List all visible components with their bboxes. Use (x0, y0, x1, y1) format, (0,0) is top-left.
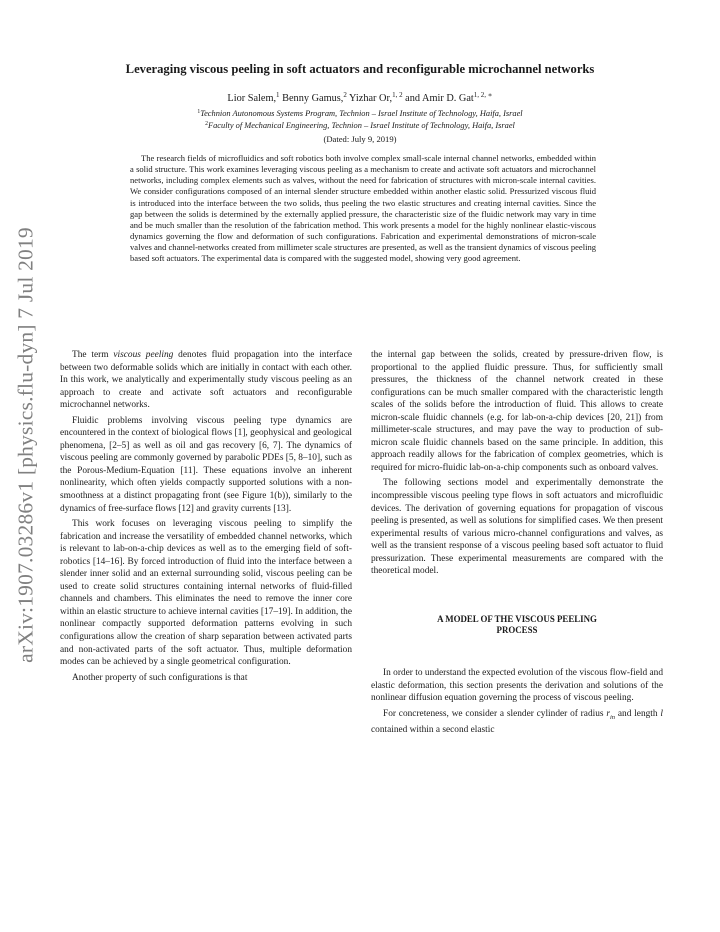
paragraph: The following sections model and experimentally demonstrate the incompressible viscous peeling type flows in soft actuators and microfluidic devices. The derivation of governing equations for propagation of viscous peeling is presented, as well as solutions for simplified cases. We then present experimental results of various micro-channel configurations and valves, as well as the transient response of a viscous peeling based soft actuator to fluid pressurization. These experimental measurements are compared with the theoretical model. (371, 478, 663, 577)
paragraph: Fluidic problems involving viscous peeling type dynamics are encountered in the context of biological flows [1], geophysical and geological phenomena, [2–5] as well as oil and gas recovery [6, 7]. The dynamics of viscous peeling are commonly governed by parabolic PDEs [5, 8–10], such as the Porous-Medium-Equation [11]. These equations involve an inherent nonlinearity, which often yields compactly supported solutions with a non-smoothness at a distinct propagating front (see Figure 1(b)), similarly to the dynamics of free-surface flows [12] and gravity currents [13]. (60, 415, 352, 514)
abstract: The research fields of microfluidics and soft robotics both involve complex small-scale internal channel networks, embedded within a solid structure. This work examines leveraging viscous peeling as a mechanism to create and activate soft actuators and microchannel networks, including complex elements such as valves, without the need for fabrication of structures with micron-scale internal cavities. We consider configurations composed of an internal slender structure embedded within another elastic solid. Pressurized viscous fluid is introduced into the interface between the two solids, thus peeling the two elastic structures and creating internal cavities. Since the gap between the solids is determined by the externally applied pressure, the characteristic size of the fluidic network may vary in time and be much smaller than the resolution of the fabrication method. This work presents a model for the highly nonlinear elastic-viscous dynamics governing the flow and deformation of such configurations. Fabrication and experimental demonstrations of micron-scale valves and channel-networks created from millimeter scale structures are presented, as well as the transient dynamics of viscous peeling based soft actuators. The experimental data is compared with the suggested model, showing very good agreement. (130, 153, 596, 264)
author-affil-mark: 2 (343, 91, 347, 100)
affiliation-mark: 1 (197, 108, 201, 115)
affiliation-text: Technion Autonomous Systems Program, Technion – Israel Institute of Technology, Haifa, Israel (200, 109, 523, 118)
affiliation-2 (60, 121, 660, 130)
text-run: For concreteness, we consider a slender cylinder of radius (383, 708, 607, 719)
author-name: Lior Salem, (227, 93, 277, 104)
author-affil-mark: 1, 2, ∗ (473, 91, 493, 100)
section-heading (371, 614, 663, 637)
text-run: The term (72, 350, 114, 360)
author-name: and Amir D. Gat (402, 93, 474, 104)
math-variable: r (606, 708, 610, 719)
paragraph: the internal gap between the solids, created by pressure-driven flow, is proportional to the applied fluidic pressure. Thus, for sufficiently small pressures, the thickness of the channel network created in these configurations can be much smaller compared with the characteristic length scales of the solids before the introduction of fluid. This allows to create micron-scale fluidic channels (e.g. for lab-on-a-chip devices [20, 21]) from millimeter-scale structures, and may pave the way to production of sub-micron scale fluidic channels based on the same principle. In addition, this approach readily allows for the fabrication of complex geometries, which is required for micro-fluidic lab-on-a-chip components such as onboard valves. (371, 350, 663, 473)
arxiv-stamp (6, 0, 46, 932)
paragraph (60, 349, 352, 412)
paragraph: Another property of such configurations is that (72, 672, 248, 683)
right-column (371, 349, 663, 740)
author-name: Yizhar Or, (346, 93, 393, 104)
paper-title: Leveraging viscous peeling in soft actuators and reconfigurable microchannel networks (125, 62, 595, 76)
left-column (60, 349, 352, 687)
math-subscript: in (609, 713, 616, 721)
text-run: denotes fluid propagation into the interface between two deformable solids which are initially in contact with each other. In this work, we analytically and experimentally study viscous peeling as an approach to create and activate soft actuators and reconfigurable microchannel networks. (60, 350, 352, 411)
section-heading-line: A MODEL OF THE VISCOUS PEELING (437, 613, 597, 624)
paragraph: This work focuses on leveraging viscous peeling to simplify the fabrication and increase the versatility of embedded channel networks, which is relevant to lab-on-a-chip devices as well as to the emerging field of soft-robotics [14–16]. By forced introduction of fluid into the interface between a slender inner solid and an external surrounding solid, viscous peeling can be used to create solid structures containing internal networks of fluid-filled channels and chambers. This eliminates the need to remove the inner core within an elastic structure to achieve internal cavities [17–19]. In addition, the nonlinear compactly supported deformation patterns evolving in such configurations allow the creation of sharp separation between activated parts and non-activated parts of the soft actuator. Thus, multiple deformation modes can be achieved by a single geometrical configuration. (60, 519, 352, 668)
author-name: Benny Gamus, (279, 93, 344, 104)
arxiv-identifier[interactable]: arXiv:1907.03286v1 [physics.flu-dyn] 7 Jul 2019 (13, 227, 38, 663)
emphasis-term: viscous peeling (113, 350, 174, 360)
author-affil-mark: 1 (276, 91, 280, 100)
date-line: (Dated: July 9, 2019) (323, 134, 397, 144)
math-variable: l (660, 708, 663, 719)
text-run: and length (615, 708, 661, 719)
author-list (60, 93, 660, 104)
affiliation-text: Faculty of Mechanical Engineering, Technion – Israel Institute of Technology, Haifa, Israel (207, 121, 515, 130)
text-run: contained within a second elastic (371, 725, 495, 736)
paragraph (371, 708, 663, 737)
section-heading-line: PROCESS (496, 625, 538, 636)
affiliation-mark: 2 (205, 120, 208, 127)
author-affil-mark: 1, 2 (392, 91, 403, 100)
paragraph: In order to understand the expected evolution of the viscous flow-field and elastic deformation, this section presents the derivation and solutions of the nonlinear diffusion equation governing the process of viscous peeling. (371, 668, 663, 704)
affiliation-1 (60, 109, 660, 118)
